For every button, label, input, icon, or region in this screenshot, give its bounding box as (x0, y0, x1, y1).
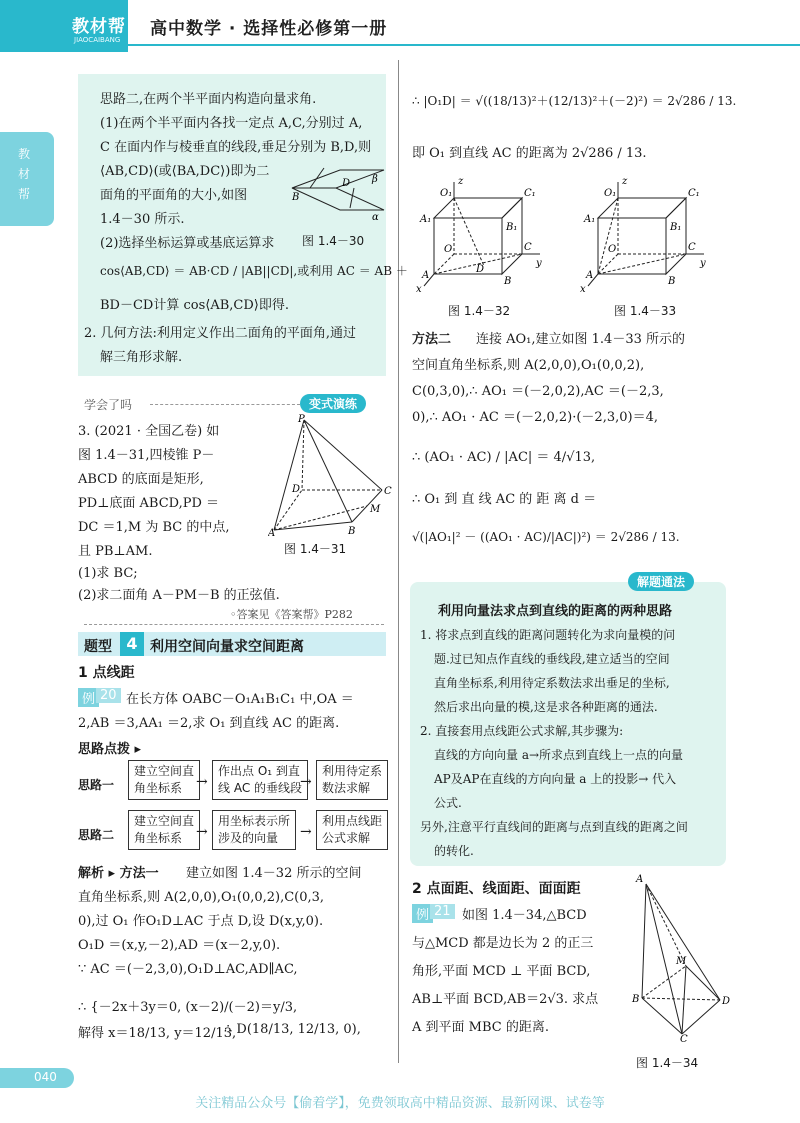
route-label: 思路一 (78, 778, 115, 792)
practice-badge: 变式演练 (300, 394, 366, 413)
fig-label: A₁ (420, 214, 432, 225)
flow-text: 线 AC 的垂线段 (218, 781, 303, 795)
example-line: 在长方体 OABC－O₁A₁B₁C₁ 中,OA ＝ (126, 692, 354, 707)
section-title: 2 点面距、线面距、面面距 (412, 881, 581, 897)
fig-label: D (722, 996, 730, 1007)
solution-head: 解析 ▸ 方法一 (78, 866, 159, 881)
practice-line: DC ＝1,M 为 BC 的中点, (78, 520, 230, 535)
methods-line: 题.过已知点作直线的垂线段,建立适当的空间 (434, 652, 670, 666)
practice-line: 且 PB⊥AM. (78, 544, 153, 559)
fig-label: M (676, 956, 687, 967)
practice-label: 学会了吗 (84, 398, 133, 412)
footer-promo: 关注精品公众号【偷着学】，免费领取高中精品资源、最新网课、试卷等 (195, 1096, 605, 1111)
flow-text: 作出点 O₁ 到直 (218, 764, 300, 778)
fig-label: A (636, 874, 644, 885)
flow-text: 建立空间直 (134, 814, 195, 828)
example-tag: 例 (412, 904, 433, 923)
arrow-icon: → (300, 824, 312, 840)
tip-line: (1)在两个半平面内各找一定点 A,C,分别过 A, (100, 116, 363, 131)
column-divider (398, 60, 399, 1063)
practice-rule (150, 404, 300, 405)
fig-label: β (372, 174, 378, 185)
fig-label: x (580, 284, 586, 295)
solution-line: 直角坐标系,则 A(2,0,0),O₁(0,0,2),C(0,3, (78, 890, 325, 905)
practice-line: (2)求二面角 A－PM－B 的正弦值. (78, 588, 280, 603)
topic-label: 题型 (84, 639, 112, 655)
fig-label: D (476, 264, 485, 275)
tip-line: C 在面内作与棱垂直的线段,垂足分别为 B,D,则 (100, 140, 372, 155)
practice-rule (84, 624, 384, 625)
fig-label: B (348, 526, 356, 537)
flow-text: 角坐标系 (134, 831, 183, 845)
methods-line: 然后求出向量的模,这是求各种距离的通法. (434, 700, 658, 714)
example-line: AB⊥平面 BCD,AB＝2√3. 求点 (412, 992, 599, 1007)
result-line: ∴ |O₁D| ＝ √((18/13)²＋(12/13)²＋(－2)²) ＝ 2√286 / 13. (412, 94, 737, 108)
practice-line: 3. (2021 · 全国乙卷) 如 (78, 424, 220, 439)
box-figure-33 (578, 174, 714, 296)
fig-label: C₁ (688, 188, 700, 199)
flow-text: 建立空间直 (134, 764, 195, 778)
fig-label: P (298, 414, 305, 425)
tip-line: (2)选择坐标运算或基底运算求 (100, 236, 275, 251)
fig-label: A₁ (584, 214, 596, 225)
fig-caption: 图 1.4－30 (302, 234, 365, 248)
arrow-icon: → (196, 774, 208, 790)
method2-line: ∴ O₁ 到 直 线 AC 的 距 离 d ＝ (412, 492, 597, 507)
fig-label: A (422, 270, 430, 281)
fig-label: O (608, 244, 617, 255)
fig-caption: 图 1.4－34 (636, 1056, 699, 1070)
section-title: 1 点线距 (78, 665, 135, 681)
practice-line: PD⊥底面 ABCD,PD ＝ (78, 496, 220, 511)
method2-line: ∴ (AO₁ · AC) / |AC| ＝ 4/√13, (412, 450, 596, 465)
fig-label: D (292, 484, 301, 495)
fig-label: C (524, 242, 532, 253)
pyramid-figure (268, 414, 392, 538)
flow-text: 角坐标系 (134, 781, 183, 795)
example-line: 如图 1.4－34,△BCD (462, 908, 587, 923)
method2-head: 方法二 (412, 332, 452, 347)
fig-label: y (700, 258, 706, 269)
methods-line: 另外,注意平行直线间的距离与点到直线的距离之间 (420, 820, 688, 834)
solution-line: 解得 x＝18/13, y＝12/13, (78, 1026, 237, 1041)
tip-line: 面角的平面角的大小,如图 (100, 188, 248, 203)
side-tab (0, 132, 54, 226)
fig-label: α (372, 212, 379, 223)
methods-title: 利用向量法求点到直线的距离的两种思路 (438, 604, 673, 619)
method2-line: 连接 AO₁,建立如图 1.4－33 所示的 (476, 332, 686, 347)
method2-line: C(0,3,0),∴ AO₁ ＝(－2,0,2),AC ＝(－2,3, (412, 384, 664, 399)
methods-line: AP及AP在直线的方向向量 a 上的投影→ 代入 (434, 772, 677, 786)
tip-line: BD－CD计算 cos⟨AB,CD⟩即得. (100, 298, 289, 313)
fig-caption: 图 1.4－33 (614, 304, 677, 318)
book-title: 高中数学 · 选择性必修第一册 (150, 19, 388, 39)
fig-label: B (668, 276, 676, 287)
flow-text: 公式求解 (322, 831, 371, 845)
methods-line: 公式. (434, 796, 462, 810)
method2-line: 0),∴ AO₁ · AC ＝(－2,0,2)·(－2,3,0)＝4, (412, 410, 658, 425)
arrow-icon: → (300, 774, 312, 790)
fig-label: C₁ (524, 188, 536, 199)
solution-line: ∴ D(18/13, 12/13, 0), (224, 1022, 361, 1037)
practice-line: 图 1.4－31,四棱锥 P－ (78, 448, 215, 463)
fig-label: B (504, 276, 512, 287)
route-label: 思路二 (78, 828, 115, 842)
brand-banner (0, 0, 128, 52)
brand-pinyin: JIAOCAIBANG (74, 36, 121, 44)
fig-label: B₁ (506, 222, 518, 233)
fig-label: x (416, 284, 422, 295)
fig-label: B₁ (670, 222, 682, 233)
page-number-tab (0, 1068, 74, 1088)
flow-text: 用坐标表示所 (218, 814, 291, 828)
tip-line: ⟨AB,CD⟩(或⟨BA,DC⟩)即为二 (100, 164, 270, 179)
dihedral-figure (290, 158, 386, 224)
tip-line: 思路二,在两个半平面内构造向量求角. (100, 92, 317, 107)
fig-label: y (536, 258, 542, 269)
brand-name: 教材帮 (72, 17, 126, 37)
methods-badge: 解题通法 (628, 572, 694, 591)
methods-line: 直线的方向向量 a→所求点到直线上一点的向量 (434, 748, 684, 762)
tip-line: 1.4－30 所示. (100, 212, 185, 227)
header-rule (128, 44, 800, 46)
example-tag: 例 (78, 688, 99, 707)
fig-label: B (632, 994, 640, 1005)
fig-label: C (688, 242, 696, 253)
page-number: 040 (34, 1070, 57, 1084)
method2-line: √(|AO₁|² － ((AO₁ · AC)/|AC|)²) ＝ 2√286 / 13. (412, 530, 680, 544)
solution-line: ∴ {－2x＋3y＝0, (x－2)/(－2)＝y/3, (78, 1000, 298, 1015)
fig-label: O₁ (440, 188, 453, 199)
fig-label: B (292, 192, 300, 203)
tip-line: 解三角形求解. (100, 350, 183, 365)
example-number: 21 (430, 904, 455, 919)
hint-title: 思路点拨 ▸ (78, 742, 142, 757)
flow-text: 数法求解 (322, 781, 371, 795)
result-line: 即 O₁ 到直线 AC 的距离为 2√286 / 13. (412, 146, 647, 161)
flow-text: 利用待定系 (322, 764, 383, 778)
box-figure-32 (414, 174, 550, 296)
example-line: 2,AB ＝3,AA₁ ＝2,求 O₁ 到直线 AC 的距离. (78, 716, 340, 731)
fig-label: A (586, 270, 594, 281)
fig-label: O₁ (604, 188, 617, 199)
methods-line: 2. 直接套用点线距公式求解,其步骤为: (420, 724, 624, 738)
methods-line: 的转化. (434, 844, 474, 858)
solution-line: 0),过 O₁ 作O₁D⊥AC 于点 D,设 D(x,y,0). (78, 914, 324, 929)
example-number: 20 (96, 688, 121, 703)
solution-line: 建立如图 1.4－32 所示的空间 (186, 866, 362, 881)
topic-title: 利用空间向量求空间距离 (150, 639, 304, 655)
practice-line: (1)求 BC; (78, 566, 138, 581)
methods-line: 1. 将求点到直线的距离问题转化为求向量模的问 (420, 628, 676, 642)
tip-line: 2. 几何方法:利用定义作出二面角的平面角,通过 (84, 326, 357, 341)
practice-line: ABCD 的底面是矩形, (78, 472, 204, 487)
side-tab-label: 教材帮 (18, 147, 31, 201)
fig-label: O (444, 244, 453, 255)
fig-label: M (370, 504, 381, 515)
fig-label: z (458, 176, 464, 187)
fig-label: z (622, 176, 628, 187)
example-line: 与△MCD 都是边长为 2 的正三 (412, 936, 594, 951)
flow-text: 利用点线距 (322, 814, 383, 828)
tetrahedron-figure (630, 874, 730, 1042)
fig-label: D (342, 178, 351, 189)
tip-formula: cos⟨AB,CD⟩ ＝ AB·CD / |AB||CD|,或利用 AC ＝ AB ＋ (100, 264, 408, 278)
methods-line: 直角坐标系,利用待定系数法求出垂足的坐标, (434, 676, 670, 690)
solution-line: ∵ AC ＝(－2,3,0),O₁D⊥AC,AD∥AC, (78, 962, 298, 977)
fig-label: A (268, 528, 276, 538)
solution-line: O₁D ＝(x,y,－2),AD ＝(x－2,y,0). (78, 938, 281, 953)
method2-line: 空间直角坐标系,则 A(2,0,0),O₁(0,0,2), (412, 358, 645, 373)
topic-number: 4 (120, 632, 144, 656)
example-line: A 到平面 MBC 的距离. (412, 1020, 549, 1035)
arrow-icon: → (196, 824, 208, 840)
fig-caption: 图 1.4－31 (284, 542, 347, 556)
answer-ref: ◦答案见《答案帮》P282 (230, 608, 353, 621)
example-line: 角形,平面 MCD ⊥ 平面 BCD, (412, 964, 591, 979)
fig-caption: 图 1.4－32 (448, 304, 511, 318)
fig-label: C (680, 1034, 688, 1042)
flow-text: 涉及的向量 (218, 831, 279, 845)
fig-label: C (384, 486, 392, 497)
